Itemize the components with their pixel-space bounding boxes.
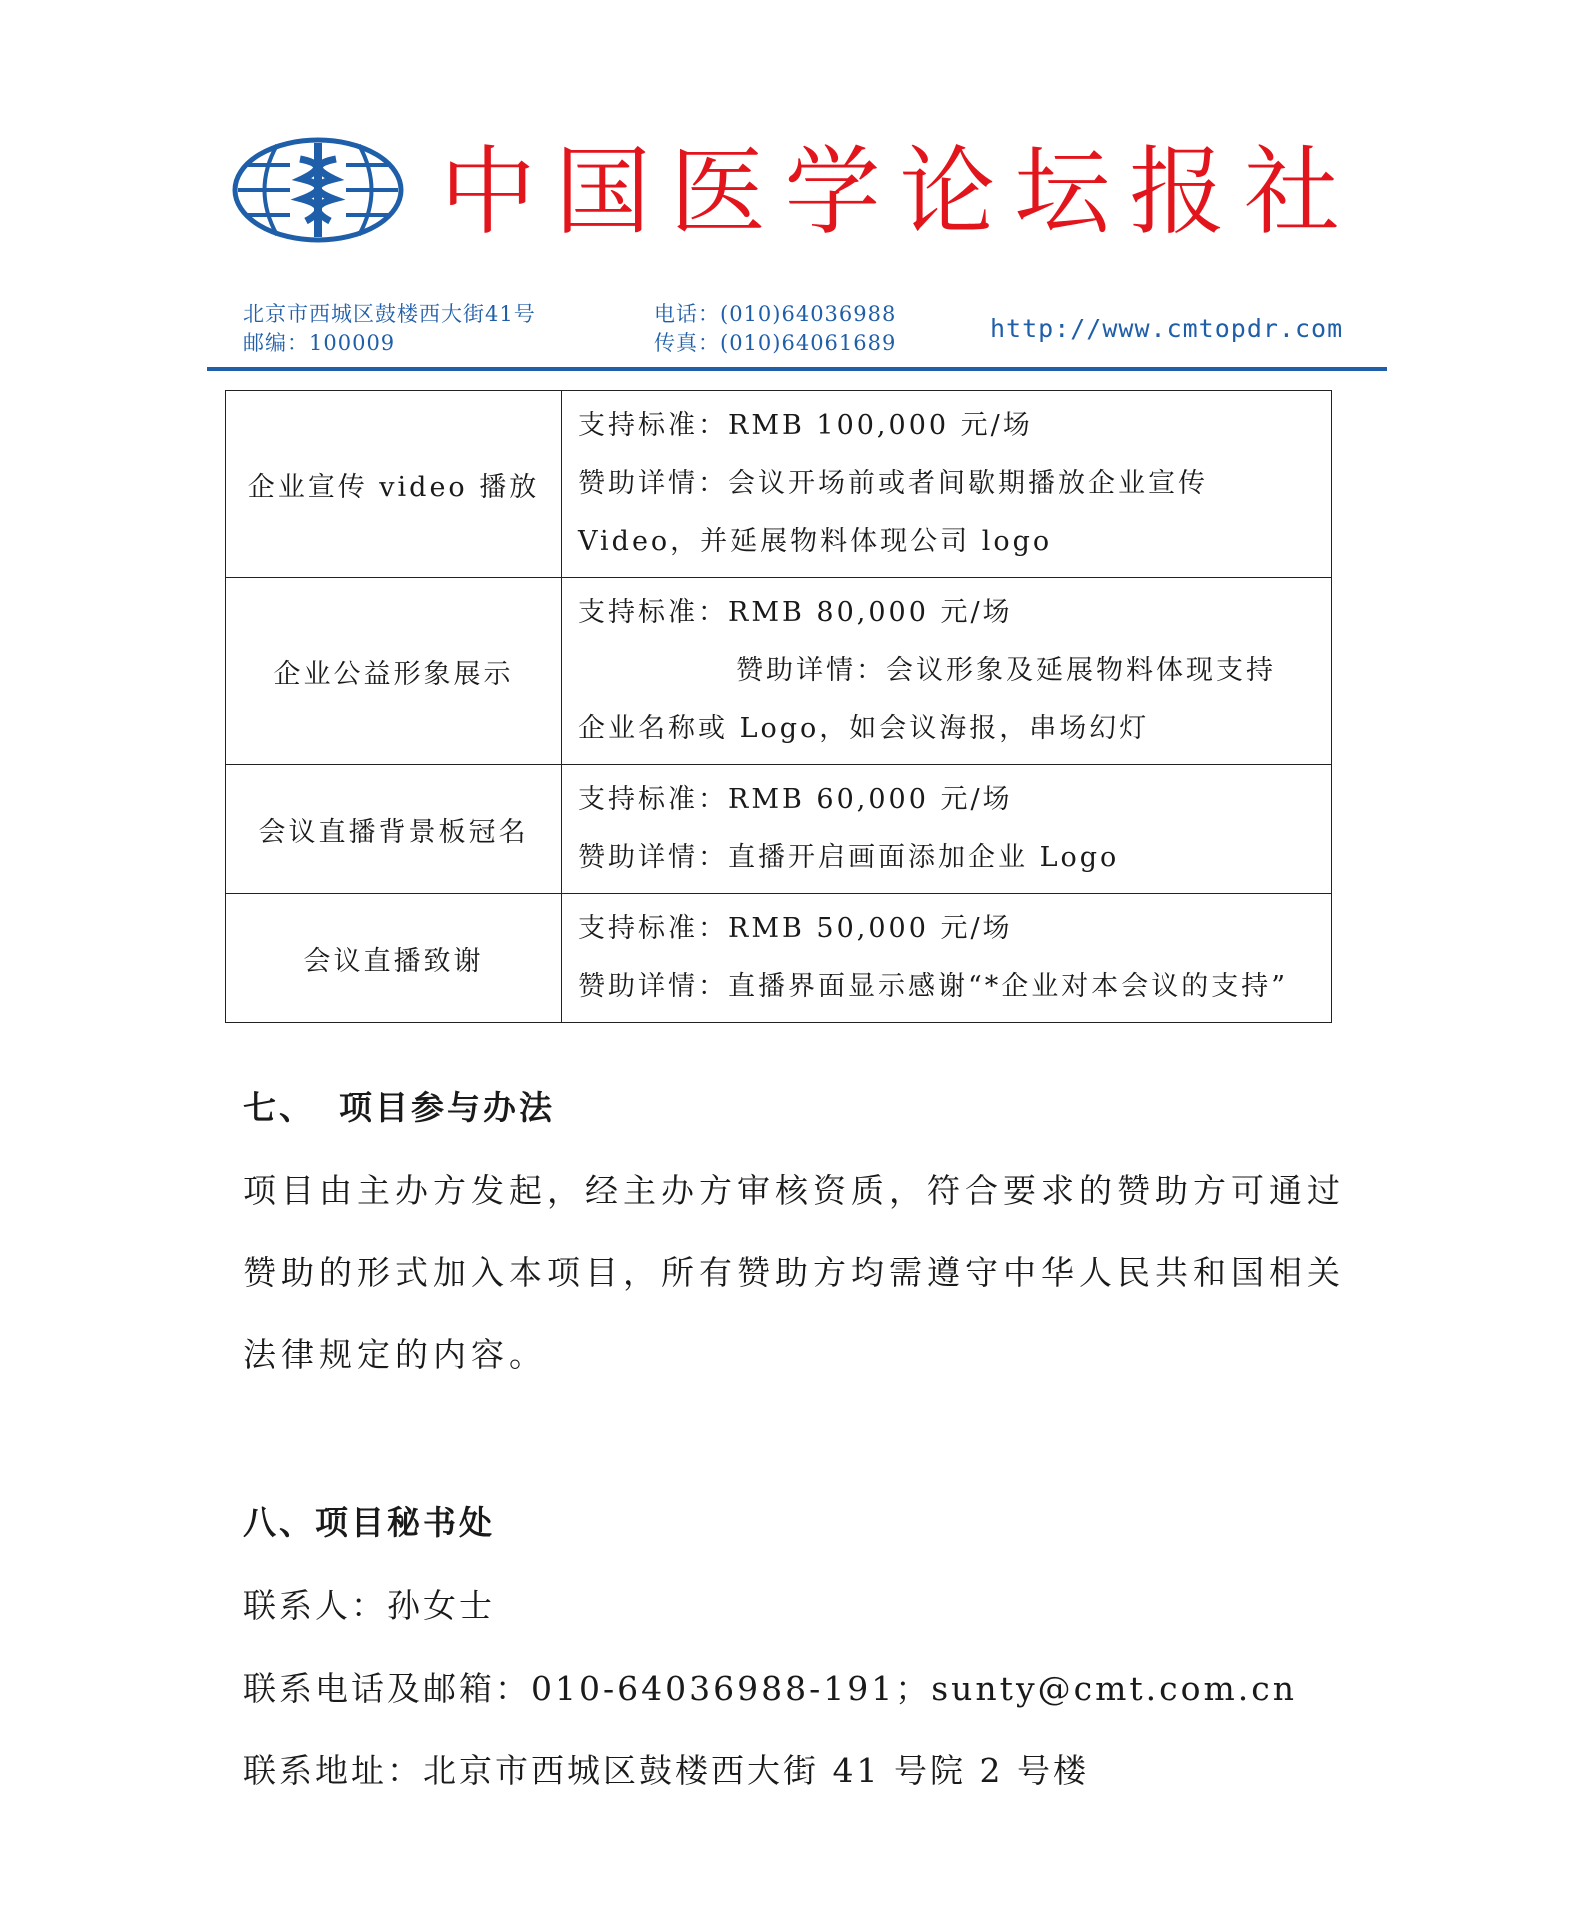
header-address: 北京市西城区鼓楼西大街41号 — [243, 302, 536, 326]
table-cell-detail — [562, 765, 1332, 894]
header-url[interactable]: http://www.cmtopdr.com — [990, 314, 1344, 343]
support-standard: 支持标准：RMB 100,000 元/场 — [578, 410, 1033, 441]
section-7-title: 项目参与办法 — [339, 1088, 555, 1127]
sponsorship-table — [225, 390, 1332, 1023]
section-8-heading: 八、项目秘书处 — [243, 1503, 495, 1542]
support-standard: 支持标准：RMB 60,000 元/场 — [578, 784, 1013, 815]
table-cell-detail — [562, 578, 1332, 765]
support-standard: 支持标准：RMB 80,000 元/场 — [578, 597, 1013, 628]
org-name-char: 坛 — [1014, 136, 1111, 248]
sponsor-detail: 赞助详情：会议开场前或者间歇期播放企业宣传 — [578, 468, 1208, 499]
sponsor-detail: 赞助详情：直播界面显示感谢“*企业对本会议的支持” — [578, 971, 1289, 1002]
org-name — [440, 132, 1340, 252]
table-cell-detail — [562, 391, 1332, 578]
org-name-char: 学 — [784, 136, 881, 248]
table-cell-item: 企业公益形象展示 — [226, 578, 562, 765]
header-address-block — [243, 300, 536, 358]
logo-icon — [232, 137, 404, 243]
contact-address: 联系地址：北京市西城区鼓楼西大街 41 号院 2 号楼 — [243, 1751, 1089, 1790]
org-name-char: 中 — [440, 136, 536, 248]
org-name-char: 社 — [1243, 136, 1340, 248]
sponsor-detail: 赞助详情：直播开启画面添加企业 Logo — [578, 842, 1120, 873]
org-name-char: 医 — [669, 136, 766, 248]
sponsor-detail: Video，并延展物料体现公司 logo — [578, 526, 1053, 557]
section-7-paragraph: 项目由主办方发起，经主办方审核资质，符合要求的赞助方可通过赞助的形式加入本项目，所有赞助方均需遵守中华人民共和国相关法律规定的内容。 — [243, 1171, 1345, 1374]
header-contact-block — [654, 300, 896, 358]
sponsor-detail: 企业名称或 Logo，如会议海报，串场幻灯 — [578, 713, 1150, 744]
table-cell-item: 会议直播致谢 — [226, 894, 562, 1023]
org-name-char: 报 — [1129, 136, 1226, 248]
table-cell-item: 企业宣传 video 播放 — [226, 391, 562, 578]
table-cell-item: 会议直播背景板冠名 — [226, 765, 562, 894]
section-7-number: 七、 — [243, 1088, 315, 1127]
header-divider — [207, 367, 1387, 371]
support-standard: 支持标准：RMB 50,000 元/场 — [578, 913, 1013, 944]
header-phone: 电话：(010)64036988 — [654, 302, 897, 326]
table-row — [226, 391, 1332, 578]
table-row — [226, 894, 1332, 1023]
table-row — [226, 578, 1332, 765]
sponsor-detail: 赞助详情：会议形象及延展物料体现支持 — [736, 655, 1276, 686]
contact-phone-email: 联系电话及邮箱：010-64036988-191；sunty@cmt.com.cn — [243, 1669, 1297, 1708]
org-name-char: 论 — [899, 136, 996, 248]
header-postcode: 邮编：100009 — [243, 331, 396, 355]
org-name-char: 国 — [554, 136, 651, 248]
table-cell-detail — [562, 894, 1332, 1023]
section-7-heading — [243, 1082, 555, 1129]
table-row — [226, 765, 1332, 894]
header-fax: 传真：(010)64061689 — [654, 331, 897, 355]
contact-person: 联系人：孙女士 — [243, 1586, 495, 1625]
